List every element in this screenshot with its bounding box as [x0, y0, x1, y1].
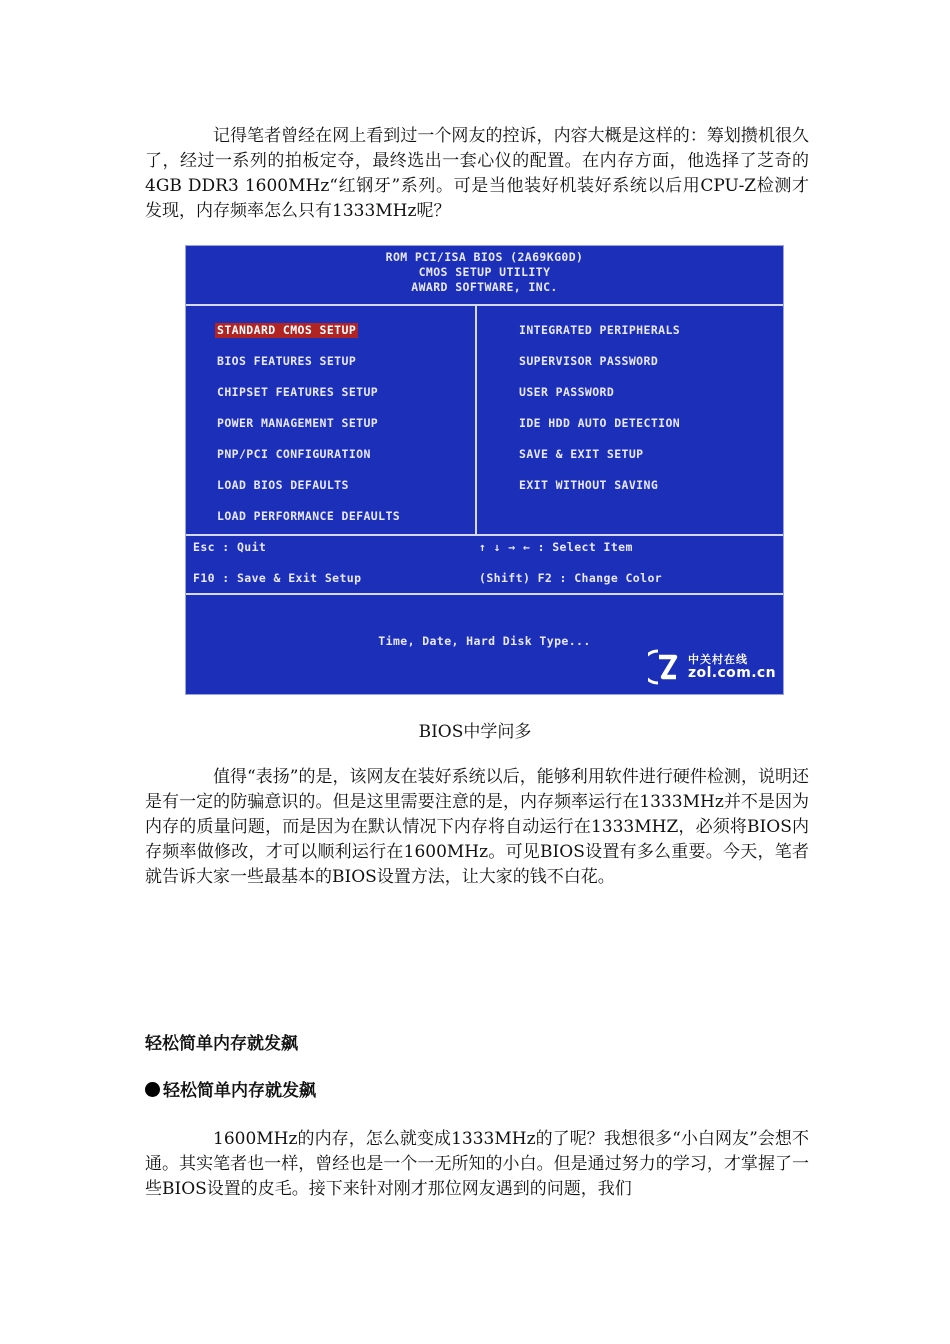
bios-menu-item-integrated-peripherals[interactable]: INTEGRATED PERIPHERALS: [519, 323, 681, 337]
bios-menu-item-load-bios-defaults[interactable]: LOAD BIOS DEFAULTS: [217, 478, 349, 492]
figure-caption: BIOS中学问多: [418, 722, 532, 742]
bios-menu-item-chipset-features[interactable]: CHIPSET FEATURES SETUP: [217, 385, 379, 399]
section-subheading: [145, 1079, 316, 1104]
zol-logo-cn: 中关村在线: [688, 653, 748, 666]
bullet-icon: [145, 1082, 160, 1097]
bios-help-f10: F10 : Save & Exit Setup: [193, 571, 362, 585]
bios-menu-item-user-password[interactable]: USER PASSWORD: [519, 385, 615, 399]
bios-menu-item-pnp-pci[interactable]: PNP/PCI CONFIGURATION: [217, 447, 371, 461]
bios-header-line: AWARD SOFTWARE, INC.: [411, 280, 558, 294]
bios-menu-item-power-management[interactable]: POWER MANAGEMENT SETUP: [217, 416, 379, 430]
bios-divider: [186, 534, 783, 536]
body-paragraph: 1600MHz的内存，怎么就变成1333MHz的了呢？我想很多“小白网友”会想不通。其实笔者也一样，曾经也是一个一无所知的小白。但是通过努力的学习，才掌握了一些BIOS设置的皮毛。接下来针对刚才那位网友遇到的问题，我们: [145, 1129, 809, 1199]
section-heading: 轻松简单内存就发飙: [145, 1034, 298, 1054]
bios-help-esc: Esc : Quit: [193, 540, 267, 554]
bios-status-line: Time, Date, Hard Disk Type...: [378, 634, 591, 648]
bios-header-line: CMOS SETUP UTILITY: [418, 265, 551, 279]
bios-menu-item-exit-without-saving[interactable]: EXIT WITHOUT SAVING: [519, 478, 659, 492]
bios-column-divider: [475, 306, 477, 534]
body-paragraph: 值得“表扬”的是，该网友在装好系统以后，能够利用软件进行硬件检测，说明还是有一定的防骗意识的。但是这里需要注意的是，内存频率运行在1333MHz并不是因为内存的质量问题，而是因为在默认情况下内存将自动运行在1333MHZ，必须将BIOS内存频率做修改，才可以顺利运行在1600MHz。可见BIOS设置有多么重要。今天，笔者就告诉大家一些最基本的BIOS设置方法，让大家的钱不白花。: [145, 767, 809, 887]
bios-header: [186, 250, 783, 295]
bios-menu-item-load-performance-defaults[interactable]: LOAD PERFORMANCE DEFAULTS: [217, 509, 401, 523]
zol-logo-en: zol.com.cn: [688, 665, 776, 681]
bios-help-arrows: ↑ ↓ → ← : Select Item: [479, 540, 633, 554]
bios-menu-item-supervisor-password[interactable]: SUPERVISOR PASSWORD: [519, 354, 659, 368]
zol-z-icon: [648, 649, 684, 685]
bios-help-f2: (Shift) F2 : Change Color: [479, 571, 663, 585]
bios-menu-item-bios-features[interactable]: BIOS FEATURES SETUP: [217, 354, 357, 368]
bios-screenshot: [185, 245, 784, 695]
intro-paragraph: 记得笔者曾经在网上看到过一个网友的控诉，内容大概是这样的：筹划攒机很久了，经过一系列的拍板定夺，最终选出一套心仪的配置。在内存方面，他选择了芝奇的4GB DDR3 1600MHz“红钢牙”系列。可是当他装好机装好系统以后用CPU-Z检测才发现，内存频率怎么只有1333MHz呢？: [145, 126, 809, 221]
zol-logo: [648, 647, 780, 687]
bios-menu-item-ide-hdd-detection[interactable]: IDE HDD AUTO DETECTION: [519, 416, 681, 430]
bios-menu-item-save-exit[interactable]: SAVE & EXIT SETUP: [519, 447, 644, 461]
section-subheading-text: 轻松简单内存就发飙: [163, 1081, 316, 1101]
bios-menu-item-standard-cmos[interactable]: STANDARD CMOS SETUP: [217, 323, 357, 337]
bios-header-line: ROM PCI/ISA BIOS (2A69KG0D): [385, 250, 584, 264]
bios-divider: [186, 593, 783, 595]
bios-divider: [186, 304, 783, 306]
